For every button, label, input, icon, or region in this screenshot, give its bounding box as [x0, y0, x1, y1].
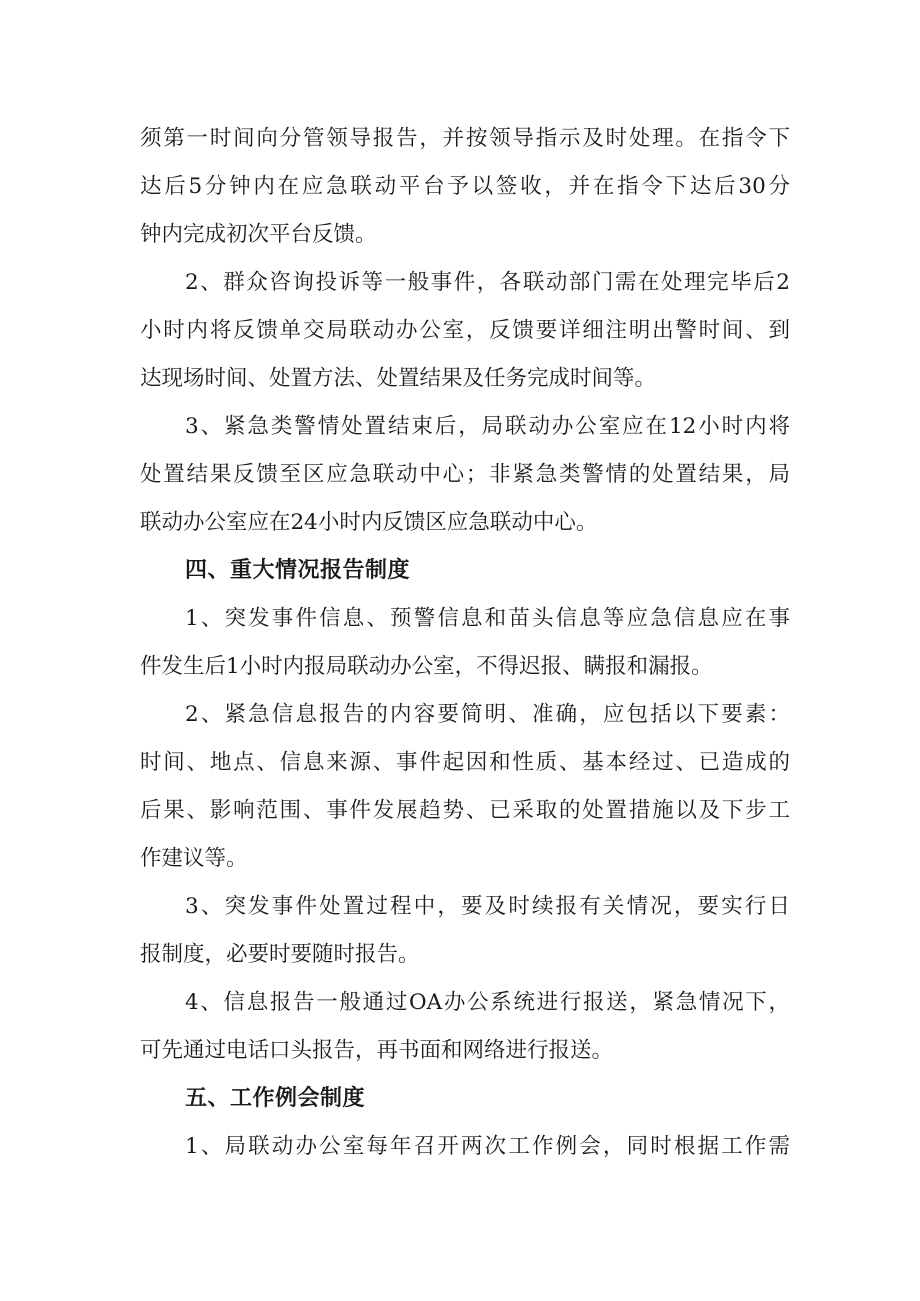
body-line: 可先通过电话口头报告，再书面和网络进行报送。: [140, 1038, 614, 1063]
body-line: 后果、影响范围、事件发展趋势、已采取的处置措施以及下步工: [140, 798, 790, 823]
body-line: 报制度，必要时要随时报告。: [140, 942, 420, 967]
body-line: 4、信息报告一般通过OA办公系统进行报送，紧急情况下，: [185, 990, 790, 1015]
body-line: 1、局联动办公室每年召开两次工作例会，同时根据工作需: [185, 1134, 790, 1159]
body-line: 3、紧急类警情处置结束后，局联动办公室应在12小时内将: [185, 414, 790, 439]
body-line: 处置结果反馈至区应急联动中心；非紧急类警情的处置结果，局: [140, 462, 790, 487]
body-line: 1、突发事件信息、预警信息和苗头信息等应急信息应在事: [185, 606, 790, 631]
body-line: 作建议等。: [140, 846, 248, 871]
section-heading: 五、工作例会制度: [185, 1086, 366, 1111]
body-line: 2、群众咨询投诉等一般事件，各联动部门需在处理完毕后2: [185, 270, 790, 295]
body-line: 达现场时间、处置方法、处置结果及任务完成时间等。: [140, 366, 657, 391]
body-line: 3、突发事件处置过程中，要及时续报有关情况，要实行日: [185, 894, 790, 919]
body-line: 达后5分钟内在应急联动平台予以签收，并在指令下达后30分: [140, 174, 790, 199]
body-line: 件发生后1小时内报局联动办公室，不得迟报、瞒报和漏报。: [140, 654, 713, 679]
body-line: 小时内将反馈单交局联动办公室，反馈要详细注明出警时间、到: [140, 318, 790, 343]
body-line: 须第一时间向分管领导报告，并按领导指示及时处理。在指令下: [140, 126, 790, 151]
body-line: 时间、地点、信息来源、事件起因和性质、基本经过、已造成的: [140, 750, 790, 775]
body-line: 2、紧急信息报告的内容要简明、准确，应包括以下要素：: [185, 702, 790, 727]
body-line: 钟内完成初次平台反馈。: [140, 222, 377, 247]
body-line: 联动办公室应在24小时内反馈区应急联动中心。: [140, 510, 598, 535]
section-heading: 四、重大情况报告制度: [185, 558, 411, 583]
